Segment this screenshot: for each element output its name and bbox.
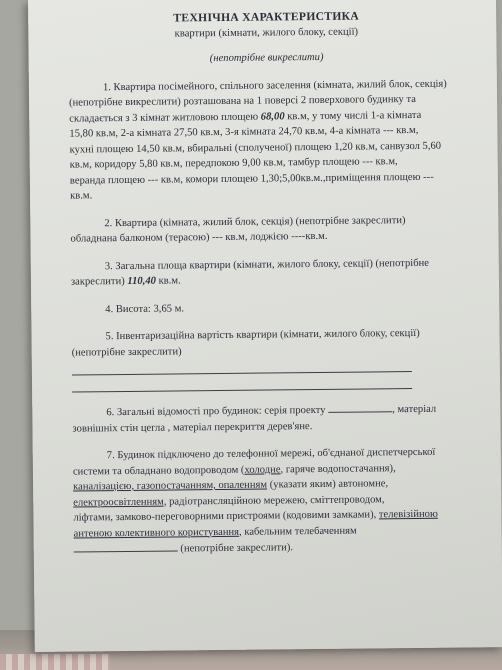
section-1-line-1: 1. Квартира посімейного, спільного заселення (кімната, жилий блок, секція) (102, 78, 447, 93)
section-1-line-4: 15,80 кв.м, 2-а кімната 27,50 кв.м, 3-я кімната 24,70 кв.м, 4-а кімната --- кв.м, (69, 124, 419, 140)
document-title: ТЕХНІЧНА ХАРАКТЕРИСТИКА (173, 9, 360, 25)
section-7-line-1: 7. Будинок підключено до телефонної мережі, об'єднаної диспетчерської (106, 446, 436, 462)
document-page (28, 0, 502, 652)
section-7-line-2: системи та обладнано водопроводом (холодне, гаряче водопостачання), (72, 462, 396, 478)
section-7-line-3: каналізацією, газопостачанням, опаленням (указати яким) автономне, (73, 478, 389, 493)
section-6-line-1: 6. Загальні відомості про будинок: серія проекту , матеріал (72, 400, 468, 421)
section-3 (71, 255, 467, 290)
living-area-value: 68,00 (260, 110, 285, 123)
section-5-line-2: (непотрібне закреслити) (71, 345, 182, 359)
section-7 (73, 444, 470, 558)
section-7-line-4: електроосвітленням, радіотрансляційною мережею, сміттепроводом, (73, 493, 385, 509)
blank-line-2 (72, 378, 412, 393)
section-2 (70, 212, 466, 247)
section-1-line-6: кв.м, коридору 5,80 кв.м, передпокою 9,00 кв.м, тамбур площею --- кв.м, (69, 156, 398, 171)
section-5 (71, 325, 468, 392)
section-1 (69, 76, 466, 204)
section-6-line-2: зовнішніх стін цегла , матеріал перекриття дерев'яне. (72, 420, 313, 435)
section-3-line-1: 3. Загальна площа квартири (кімнати, жилого блоку, секції) (непотрібне (104, 257, 430, 272)
blank-line-1 (72, 361, 412, 376)
section-6 (72, 400, 468, 436)
document-subtitle: квартири (кімнати, жилого блоку, секції) (174, 26, 359, 39)
project-series-blank (328, 401, 392, 413)
section-7-line-7: (непотрібне закреслити). (74, 537, 470, 558)
section-1-line-7: веранда площею --- кв.м, комори площею 1,30;5,00кв.м.,приміщення площею --- (69, 171, 434, 187)
section-3-line-2: закреслити) 110,40 кв.м. (70, 275, 181, 288)
section-2-line-2: обладнана балконом (терасою) --- кв.м, лоджією ----кв.м. (70, 230, 328, 245)
cable-tv-blank (74, 540, 178, 552)
section-5-line-1: 5. Інвентаризаційна вартість квартири (кімнати, жилого блоку, секції) (105, 327, 420, 343)
section-1-line-3: складається з 3 кімнат житловою площею 68,00 кв.м, у тому числі 1-а кімната (69, 109, 422, 125)
background-fabric (0, 654, 110, 670)
document-note: (непотрібне викреслити) (209, 51, 324, 65)
section-1-line-8: кв.м. (69, 190, 93, 202)
section-1-line-2: (непотрібне викреслити) розташована на 1 поверсі 2 поверхового будинку та (69, 93, 416, 109)
section-2-line-1: 2. Квартира (кімната, жилий блок, секція) (непотрібне закреслити) (104, 214, 406, 229)
total-area-value: 110,40 (127, 275, 157, 287)
section-4 (71, 298, 467, 318)
section-7-line-5: ліфтами, замково-переговорними пристроями (кодовими замками), телевізійною (73, 508, 438, 524)
section-1-line-5: кухні площею 14,50 кв.м, вбиральні (сполученої) площею 1,20 кв.м, санвузол 5,60 (69, 140, 442, 156)
height-line: 4. Висота: 3,65 м. (105, 302, 185, 315)
section-7-line-6: антеною колективного користування, кабельним телебаченням (73, 525, 357, 540)
